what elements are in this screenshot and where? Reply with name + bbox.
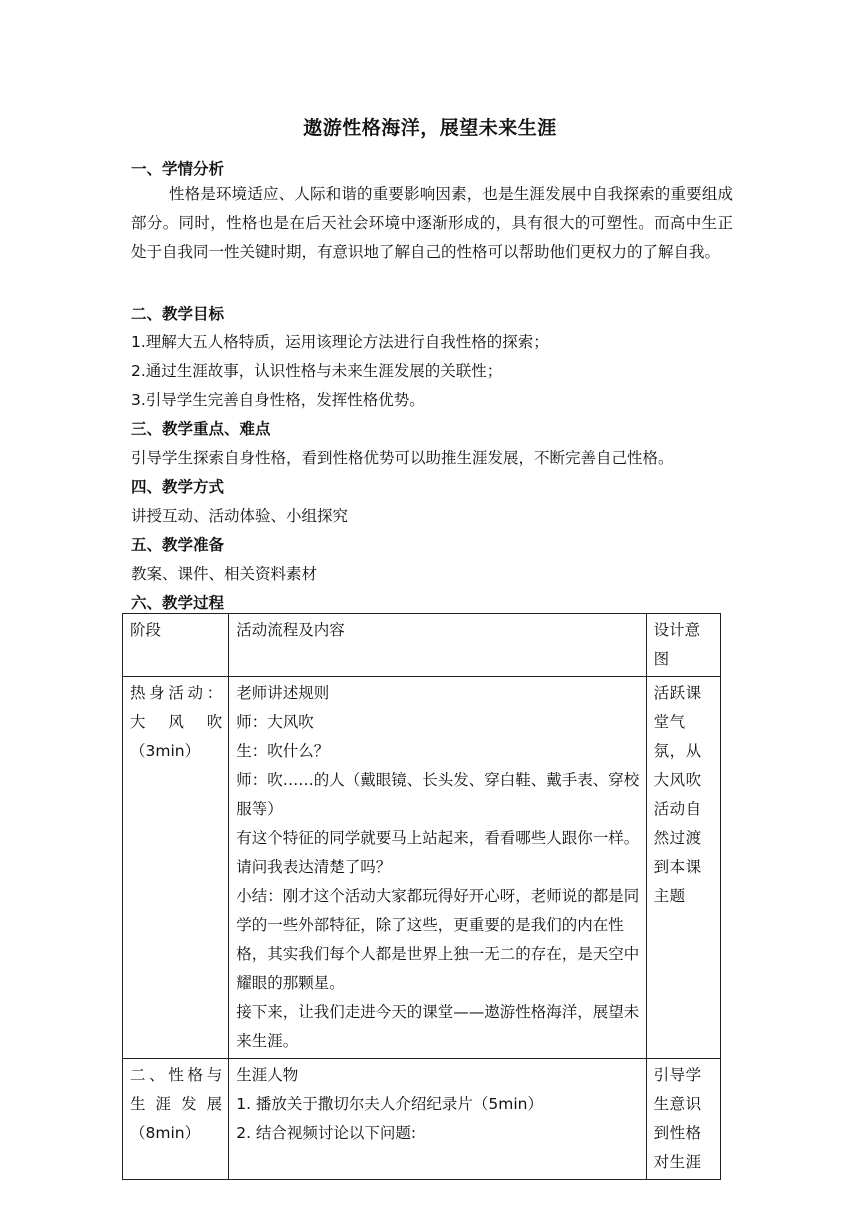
goal-item-1: 1.理解大五人格特质，运用该理论方法进行自我性格的探索； <box>131 333 549 351</box>
goal-item-2: 2.通过生涯故事，认识性格与未来生涯发展的关联性； <box>131 362 503 380</box>
content-line: 1. 播放关于撒切尔夫人介绍纪录片（5min） <box>236 1095 544 1113</box>
section-heading-process: 六、教学过程 <box>131 594 225 612</box>
table-header-content: 活动流程及内容 <box>229 614 646 677</box>
intent-cell: 活跃课堂气氛，从大风吹活动自然过渡到本课主题 <box>646 677 720 1059</box>
content-line: 小结：刚才这个活动大家都玩得好开心呀，老师说的都是同学的一些外部特征，除了这些，更重要的是我们的内在性格，其实我们每个人都是世界上独一无二的存在，是天空中耀眼的那颗星。 <box>236 887 640 992</box>
document-title: 遨游性格海洋，展望未来生涯 <box>303 117 557 139</box>
stage-line: 热身活动： <box>130 684 223 702</box>
section-heading-goals: 二、教学目标 <box>131 305 225 323</box>
stage-line: （8min） <box>130 1124 201 1142</box>
section-heading-analysis: 一、学情分析 <box>131 160 225 178</box>
stage-line: 生 涯 发 展 <box>130 1095 223 1113</box>
stage-line: 二、性格与 <box>130 1066 223 1084</box>
content-line: 师：大风吹 <box>236 713 314 731</box>
content-line: 生：吹什么？ <box>236 742 330 760</box>
section-body-preparation: 教案、课件、相关资料素材 <box>131 565 318 583</box>
section-heading-key-points: 三、教学重点、难点 <box>131 420 271 438</box>
content-line: 生涯人物 <box>236 1066 299 1084</box>
table-header-intent: 设计意图 <box>646 614 720 677</box>
stage-line: （3min） <box>130 742 201 760</box>
content-line: 有这个特征的同学就要马上站起来，看看哪些人跟你一样。请问我表达清楚了吗？ <box>236 829 640 876</box>
stage-cell <box>123 1059 229 1180</box>
section-heading-preparation: 五、教学准备 <box>131 536 225 554</box>
content-line: 老师讲述规则 <box>236 684 330 702</box>
table-header-row <box>123 614 721 677</box>
section-body-methods: 讲授互动、活动体验、小组探究 <box>131 507 349 525</box>
table-row <box>123 677 721 1059</box>
content-line: 2. 结合视频讨论以下问题: <box>236 1124 417 1142</box>
table-header-stage: 阶段 <box>123 614 229 677</box>
section-body-key-points: 引导学生探索自身性格，看到性格优势可以助推生涯发展，不断完善自己性格。 <box>131 449 674 467</box>
table-row <box>123 1059 721 1180</box>
content-cell <box>229 1059 646 1180</box>
teaching-process-table <box>122 613 721 1180</box>
intent-cell: 引导学生意识到性格对生涯 <box>646 1059 720 1180</box>
goal-item-3: 3.引导学生完善自身性格，发挥性格优势。 <box>131 391 425 409</box>
stage-cell <box>123 677 229 1059</box>
section-heading-methods: 四、教学方式 <box>131 478 225 496</box>
content-line: 师：吹……的人（戴眼镜、长头发、穿白鞋、戴手表、穿校服等） <box>236 771 640 818</box>
section-body-analysis: 性格是环境适应、人际和谐的重要影响因素，也是生涯发展中自我探索的重要组成部分。同时，性格也是在后天社会环境中逐渐形成的，具有很大的可塑性。而高中生正处于自我同一性关键时期，有意识地了解自己的性格可以帮助他们更权力的了解自我。 <box>131 185 733 261</box>
stage-line: 大 风 吹 <box>130 713 223 731</box>
content-line: 接下来，让我们走进今天的课堂——遨游性格海洋，展望未来生涯。 <box>236 1003 640 1050</box>
content-cell <box>229 677 646 1059</box>
